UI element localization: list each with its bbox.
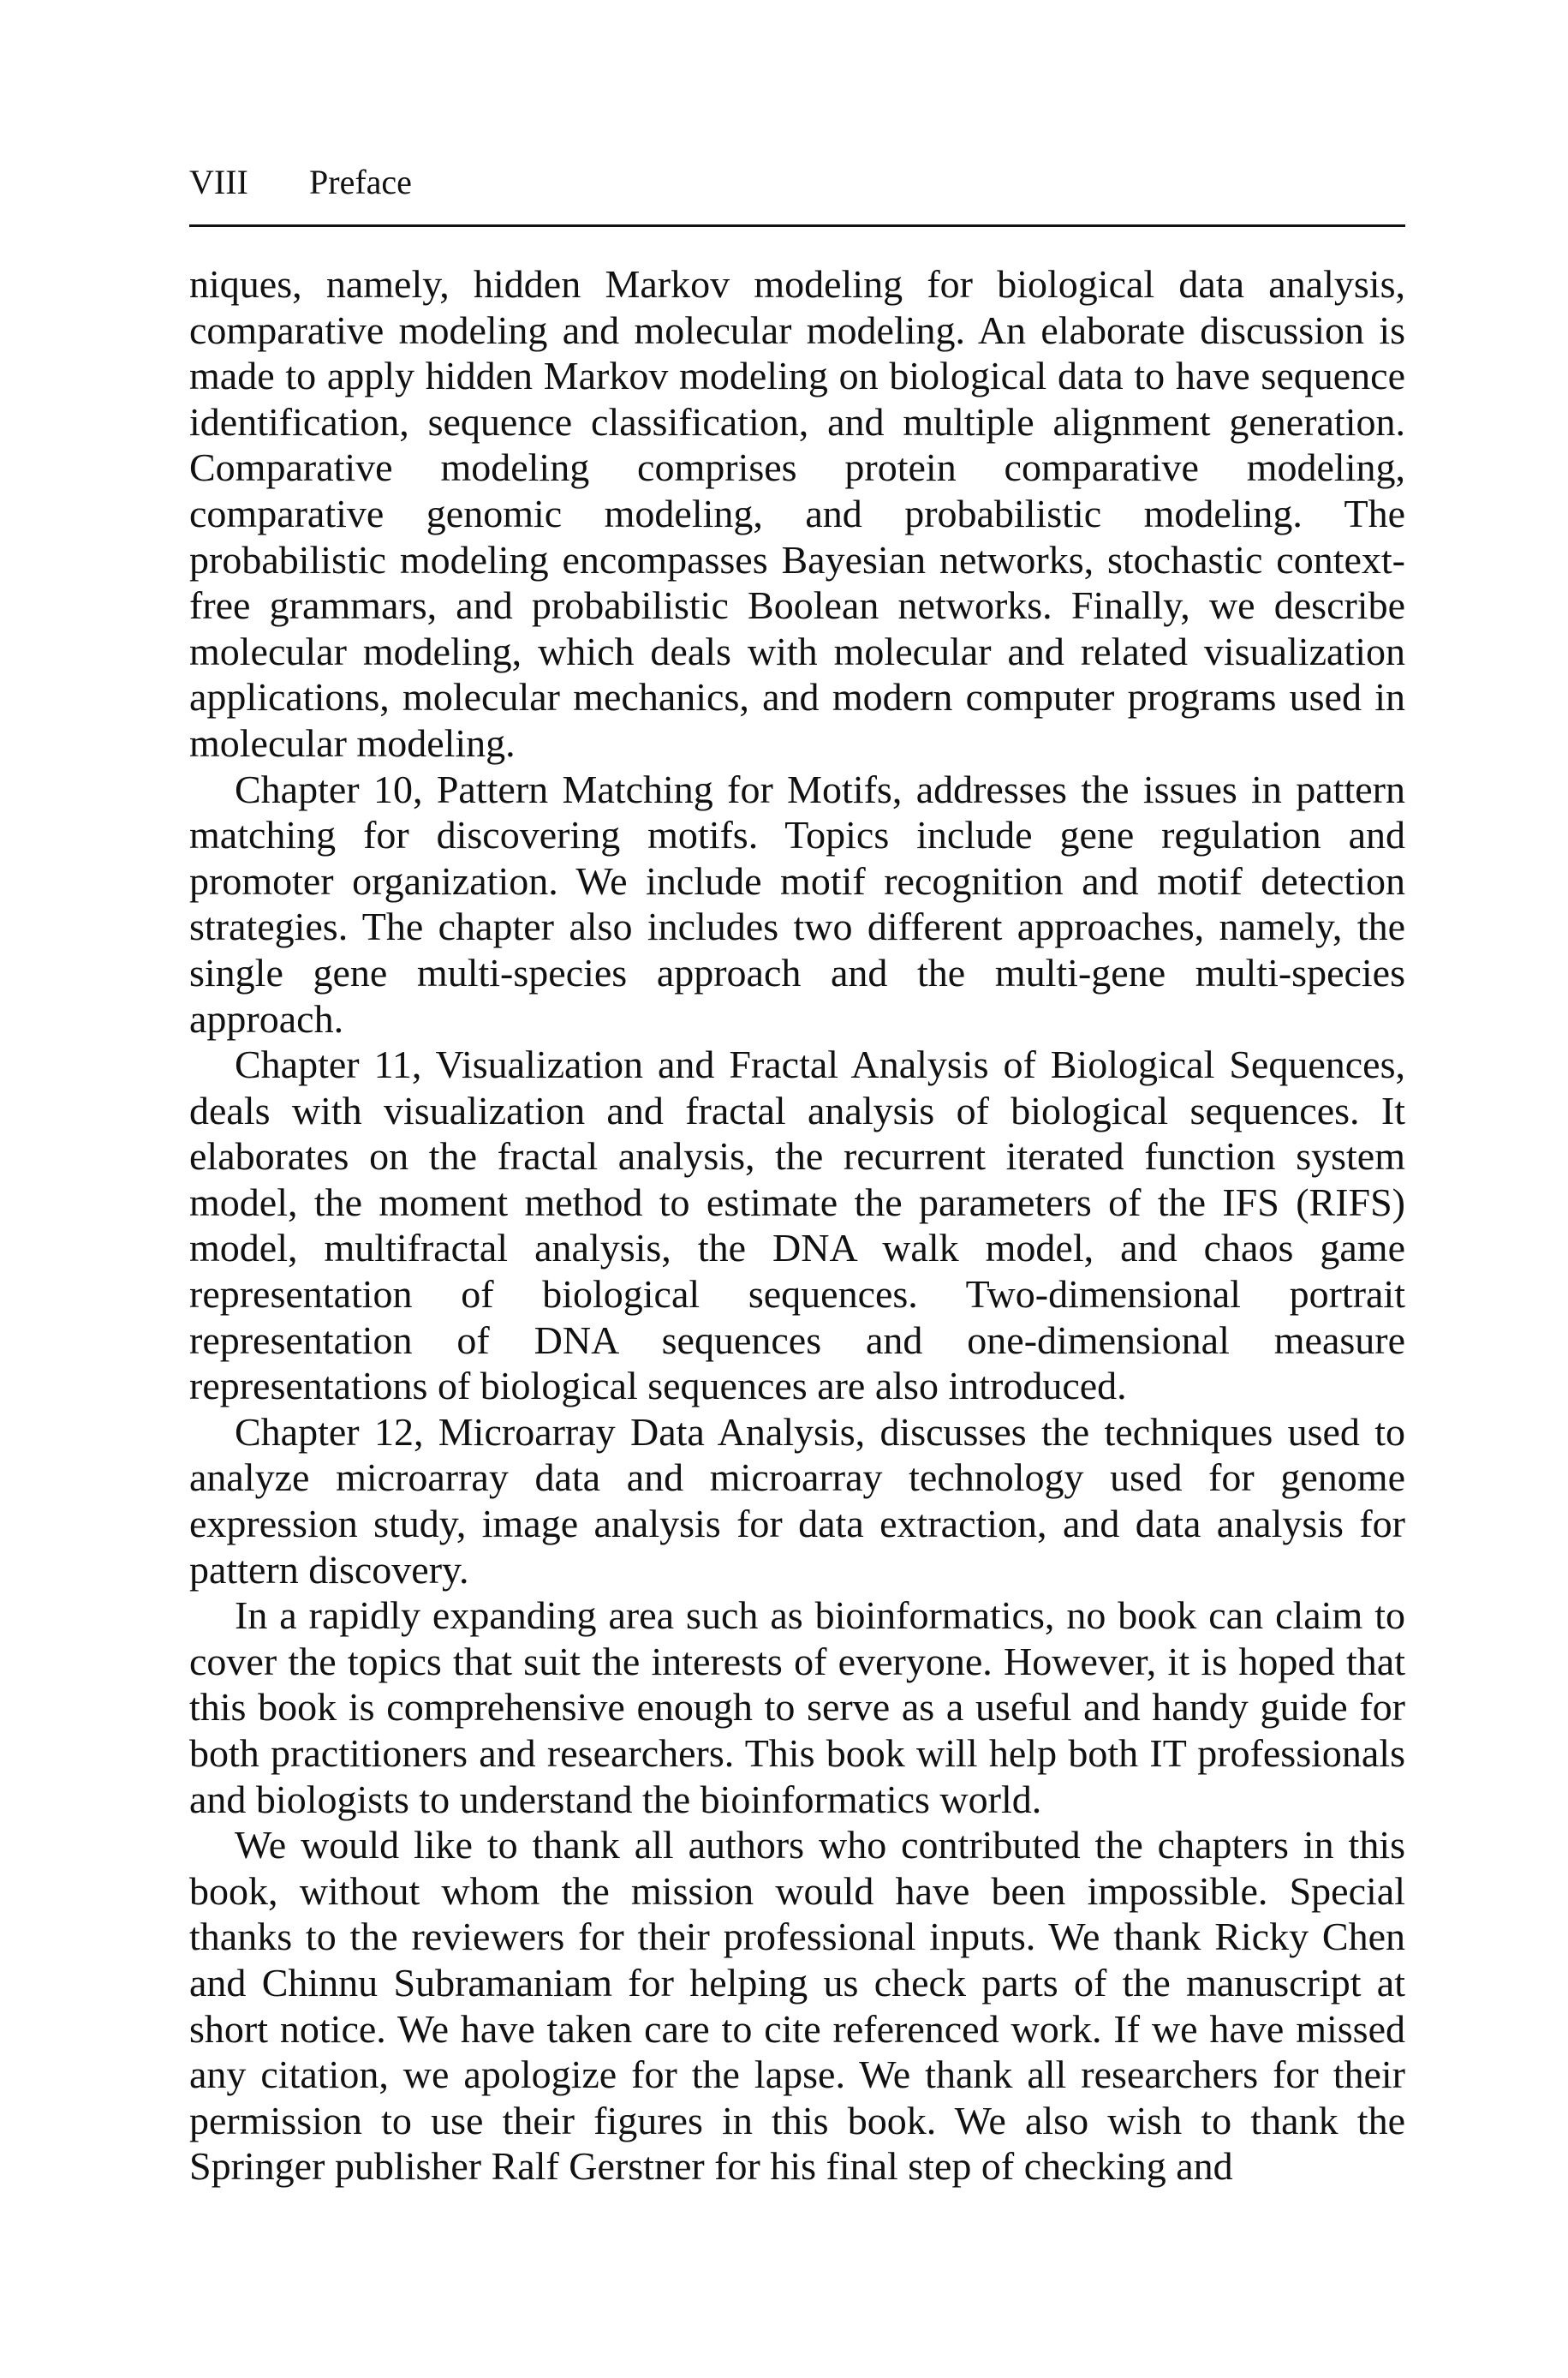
paragraph-chapter-10: Chapter 10, Pattern Matching for Motifs, addresses the issues in pattern matching for discovering motifs. Topics include gene regulation and promoter organization. We include motif recognition and motif detection strategies. The chapter also includes two different approaches, namely, the single gene multi-species approach and the multi-gene multi-species approach. bbox=[189, 767, 1405, 1041]
paragraph-scope: In a rapidly expanding area such as bioinformatics, no book can claim to cover the topics that suit the interests of everyone. However, it is hoped that this book is comprehensive enough to serve as a useful and handy guide for both practitioners and researchers. This book will help both IT professionals and biologists to understand the bioinformatics world. bbox=[189, 1593, 1405, 1821]
paragraph-acknowledgements: We would like to thank all authors who contributed the chapters in this book, without whom the mission would have been impossible. Special thanks to the reviewers for their professional inputs. We thank Ricky Chen and Chinnu Subramaniam for helping us check parts of the manuscript at short notice. We have taken care to cite referenced work. If we have missed any citation, we apologize for the lapse. We thank all researchers for their permission to use their figures in this book. We also wish to thank the Springer publisher Ralf Gerstner for his final step of checking and bbox=[189, 1823, 1405, 2189]
page-number: VIII bbox=[189, 163, 248, 201]
paragraph-continued: niques, namely, hidden Markov modeling for biological data analysis, comparative modeling and molecular modeling. An elaborate discussion is made to apply hidden Markov modeling on biological data to have sequence identification, sequence classification, and multiple alignment generation. Comparative modeling comprises protein comparative modeling, comparative genomic modeling, and probabilistic modeling. The probabilistic modeling encompasses Bayesian networks, stochastic context-free grammars, and probabilistic Boolean networks. Finally, we describe molecular modeling, which deals with molecular and related visualization applications, molecular mechanics, and modern computer programs used in molecular modeling. bbox=[189, 262, 1405, 765]
running-head bbox=[189, 161, 1405, 204]
paragraph-chapter-11: Chapter 11, Visualization and Fractal Analysis of Biological Sequences, deals with visualization and fractal analysis of biological sequences. It elaborates on the fractal analysis, the recurrent iterated function system model, the moment method to estimate the parameters of the IFS (RIFS) model, multifractal analysis, the DNA walk model, and chaos game representation of biological sequences. Two-dimensional portrait representation of DNA sequences and one-dimensional measure representations of biological sequences are also introduced. bbox=[189, 1043, 1405, 1408]
section-title: Preface bbox=[309, 163, 412, 201]
body-text bbox=[189, 261, 1405, 2190]
paragraph-chapter-12: Chapter 12, Microarray Data Analysis, discusses the techniques used to analyze microarray data and microarray technology used for genome expression study, image analysis for data extraction, and data analysis for pattern discovery. bbox=[189, 1409, 1405, 1592]
header-divider bbox=[189, 224, 1405, 227]
